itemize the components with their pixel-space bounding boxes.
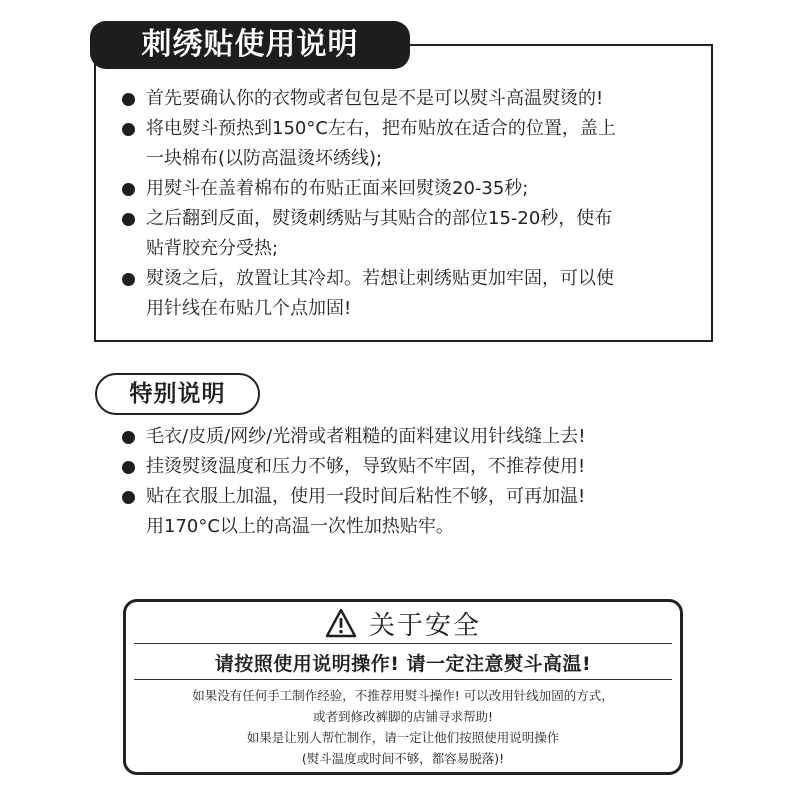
instruction-line: 用熨斗在盖着棉布的布贴正面来回熨烫20-35秒; — [146, 178, 529, 199]
safety-subtitle: 请按照使用说明操作! 请一定注意熨斗高温! — [214, 653, 592, 675]
safety-line: 或者到修改裤脚的店铺寻求帮助! — [312, 709, 493, 724]
bullet-dot-icon — [122, 93, 135, 106]
note-item — [120, 422, 710, 452]
safety-line: 如果没有任何手工制作经验，不推荐用熨斗操作! 可以改用针线加固的方式， — [192, 688, 614, 703]
special-notes-title: 特别说明 — [95, 373, 260, 415]
instruction-item — [120, 264, 705, 324]
bullet-dot-icon — [122, 273, 135, 286]
note-line: 用170°C以上的高温一次性加热贴牢。 — [146, 516, 454, 537]
note-item — [120, 452, 710, 482]
instruction-item — [120, 84, 705, 114]
bullet-dot-icon — [122, 461, 135, 474]
note-line: 贴在衣服上加温，使用一段时间后粘性不够，可再加温! — [146, 486, 586, 507]
divider — [134, 643, 672, 644]
instruction-line: 将电熨斗预热到150°C左右，把布贴放在适合的位置，盖上 — [146, 118, 616, 139]
bullet-dot-icon — [122, 123, 135, 136]
safety-body — [126, 685, 680, 769]
safety-line: (熨斗温度或时间不够，都容易脱落)! — [301, 751, 505, 766]
special-notes-list — [120, 422, 710, 542]
instruction-line: 一块棉布(以防高温烫坏绣线); — [146, 148, 383, 169]
note-line: 毛衣/皮质/网纱/光滑或者粗糙的面料建议用针线缝上去! — [146, 426, 586, 447]
instruction-line: 用针线在布贴几个点加固! — [146, 298, 352, 319]
note-item — [120, 482, 710, 542]
instruction-line: 首先要确认你的衣物或者包包是不是可以熨斗高温熨烫的! — [146, 88, 604, 109]
divider — [134, 679, 672, 680]
bullet-dot-icon — [122, 213, 135, 226]
instruction-line: 之后翻到反面，熨烫刺绣贴与其贴合的部位15-20秒，使布 — [146, 208, 613, 229]
bullet-dot-icon — [122, 431, 135, 444]
instruction-line: 贴背胶充分受热; — [146, 238, 279, 259]
instruction-item — [120, 114, 705, 174]
safety-panel — [123, 599, 683, 775]
instructions-list — [120, 84, 705, 324]
instruction-item — [120, 204, 705, 264]
safety-line: 如果是让别人帮忙制作，请一定让他们按照使用说明操作 — [246, 730, 560, 745]
safety-title: 关于安全 — [368, 610, 481, 641]
bullet-dot-icon — [122, 183, 135, 196]
warning-icon — [325, 608, 357, 638]
instruction-item — [120, 174, 705, 204]
safety-header — [126, 606, 680, 640]
instruction-line: 熨烫之后，放置让其冷却。若想让刺绣贴更加牢固，可以使 — [146, 268, 614, 289]
bullet-dot-icon — [122, 491, 135, 504]
note-line: 挂烫熨烫温度和压力不够，导致贴不牢固，不推荐使用! — [146, 456, 586, 477]
instructions-title: 刺绣贴使用说明 — [90, 21, 410, 69]
